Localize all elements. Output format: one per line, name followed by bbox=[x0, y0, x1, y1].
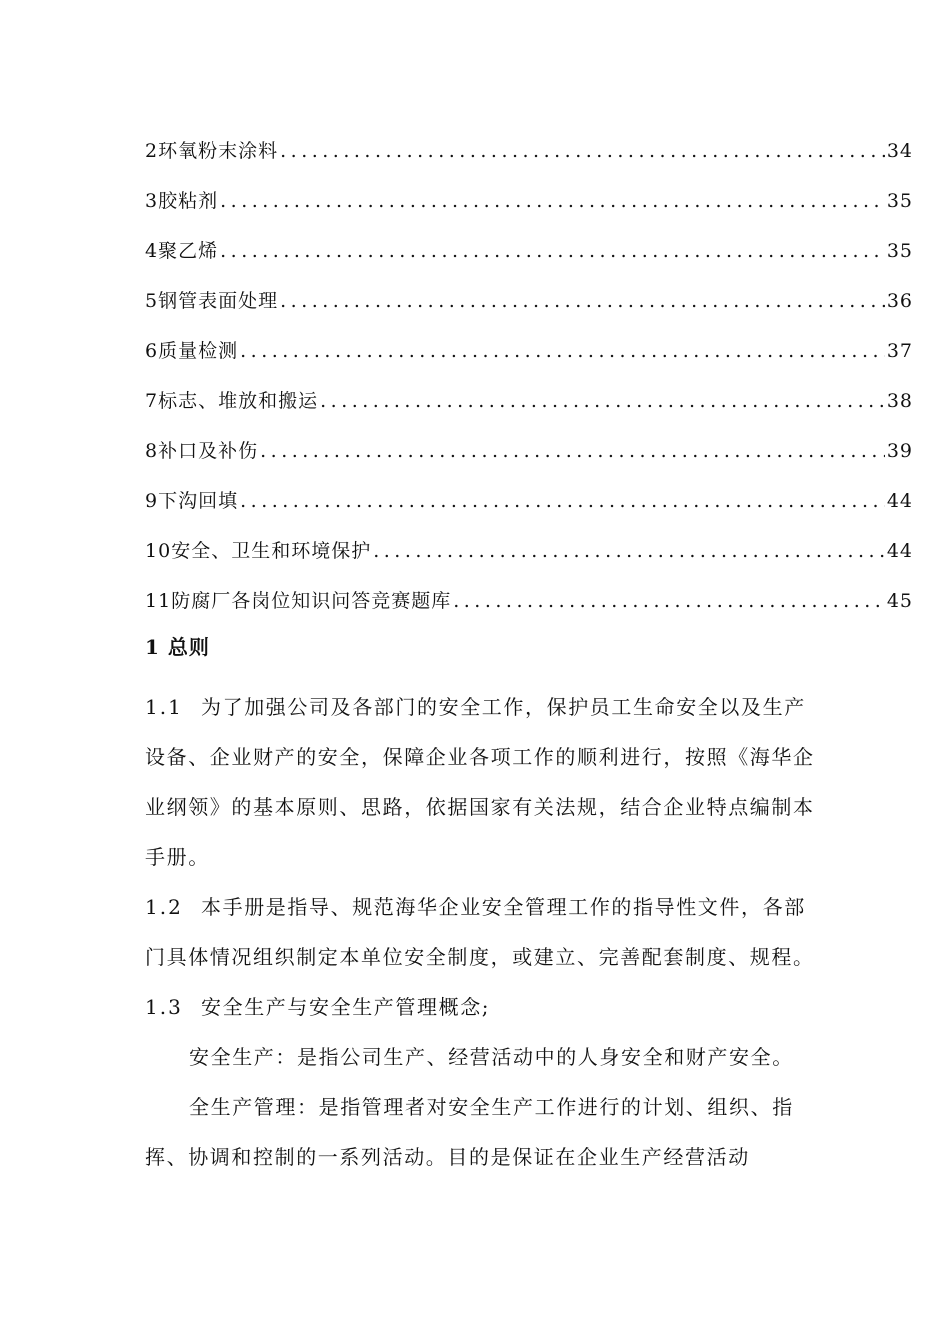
definition-paragraph: 安全生产：是指公司生产、经营活动中的人身安全和财产安全。 bbox=[189, 1045, 794, 1069]
toc-entry-page: 39 bbox=[886, 440, 913, 462]
clause-paragraph bbox=[145, 982, 817, 1032]
toc-entry[interactable] bbox=[145, 536, 913, 586]
toc-dot-leader bbox=[220, 186, 885, 216]
toc-entry-page: 35 bbox=[886, 190, 913, 212]
section-body bbox=[145, 682, 817, 1182]
clause-number: 1.1 bbox=[145, 695, 183, 719]
clause-text: 为了加强公司及各部门的安全工作，保护员工生命安全以及生产设备、企业财产的安全，保障企业各项工作的顺利进行，按照《海华企业纲领》的基本原则、思路，依据国家有关法规，结合企业特点编制本手册。 bbox=[145, 695, 815, 869]
toc-dot-leader bbox=[453, 586, 885, 616]
toc-entry-page: 45 bbox=[886, 590, 913, 612]
toc-entry-number: 10 bbox=[145, 540, 172, 562]
toc-entry[interactable] bbox=[145, 386, 913, 436]
toc-dot-leader bbox=[280, 286, 885, 316]
toc-entry-number: 11 bbox=[145, 590, 172, 612]
toc-entry-title: 胶粘剂 bbox=[158, 190, 219, 212]
toc-entry-number: 2 bbox=[145, 140, 159, 162]
toc-entry-number: 8 bbox=[145, 440, 159, 462]
clause-number: 1.3 bbox=[145, 995, 183, 1019]
toc-entry-title: 标志、堆放和搬运 bbox=[158, 390, 319, 412]
clause-paragraph bbox=[145, 882, 817, 982]
toc-entry-number: 9 bbox=[145, 490, 159, 512]
toc-entry-title: 环氧粉末涂料 bbox=[158, 140, 279, 162]
toc-dot-leader bbox=[260, 436, 885, 466]
toc-entry[interactable] bbox=[145, 586, 913, 636]
toc-entry-title: 下沟回填 bbox=[158, 490, 239, 512]
toc-entry-title: 补口及补伤 bbox=[158, 440, 259, 462]
toc-entry[interactable] bbox=[145, 486, 913, 536]
toc-dot-leader bbox=[320, 386, 885, 416]
table-of-contents bbox=[145, 136, 913, 636]
toc-entry-page: 37 bbox=[886, 340, 913, 362]
toc-entry-title: 聚乙烯 bbox=[158, 240, 219, 262]
toc-entry[interactable] bbox=[145, 236, 913, 286]
toc-entry[interactable] bbox=[145, 436, 913, 486]
definition-paragraph: 全生产管理：是指管理者对安全生产工作进行的计划、组织、指挥、协调和控制的一系列活动。目的是保证在企业生产经营活动 bbox=[145, 1095, 794, 1169]
section-heading: 1 总则 bbox=[145, 635, 210, 659]
toc-entry-page: 38 bbox=[886, 390, 913, 412]
toc-entry-number: 4 bbox=[145, 240, 159, 262]
toc-entry-number: 3 bbox=[145, 190, 159, 212]
clause-paragraph bbox=[145, 682, 817, 882]
toc-entry-number: 5 bbox=[145, 290, 159, 312]
toc-entry-title: 安全、卫生和环境保护 bbox=[171, 540, 372, 562]
toc-entry-title: 钢管表面处理 bbox=[158, 290, 279, 312]
toc-dot-leader bbox=[373, 536, 885, 566]
toc-entry-page: 44 bbox=[886, 490, 913, 512]
toc-dot-leader bbox=[240, 486, 885, 516]
toc-entry-title: 防腐厂各岗位知识问答竞赛题库 bbox=[171, 590, 452, 612]
toc-entry-number: 7 bbox=[145, 390, 159, 412]
toc-entry-title: 质量检测 bbox=[158, 340, 239, 362]
toc-entry[interactable] bbox=[145, 286, 913, 336]
toc-entry[interactable] bbox=[145, 336, 913, 386]
toc-entry-page: 35 bbox=[886, 240, 913, 262]
clause-text: 本手册是指导、规范海华企业安全管理工作的指导性文件，各部门具体情况组织制定本单位安全制度，或建立、完善配套制度、规程。 bbox=[145, 895, 815, 969]
clause-text: 安全生产与安全生产管理概念; bbox=[201, 995, 491, 1019]
toc-dot-leader bbox=[220, 236, 885, 266]
toc-dot-leader bbox=[280, 136, 885, 166]
toc-entry-number: 6 bbox=[145, 340, 159, 362]
toc-entry-page: 36 bbox=[886, 290, 913, 312]
toc-dot-leader bbox=[240, 336, 885, 366]
clause-number: 1.2 bbox=[145, 895, 183, 919]
toc-entry[interactable] bbox=[145, 186, 913, 236]
toc-entry-page: 34 bbox=[886, 140, 913, 162]
toc-entry[interactable] bbox=[145, 136, 913, 186]
toc-entry-page: 44 bbox=[886, 540, 913, 562]
